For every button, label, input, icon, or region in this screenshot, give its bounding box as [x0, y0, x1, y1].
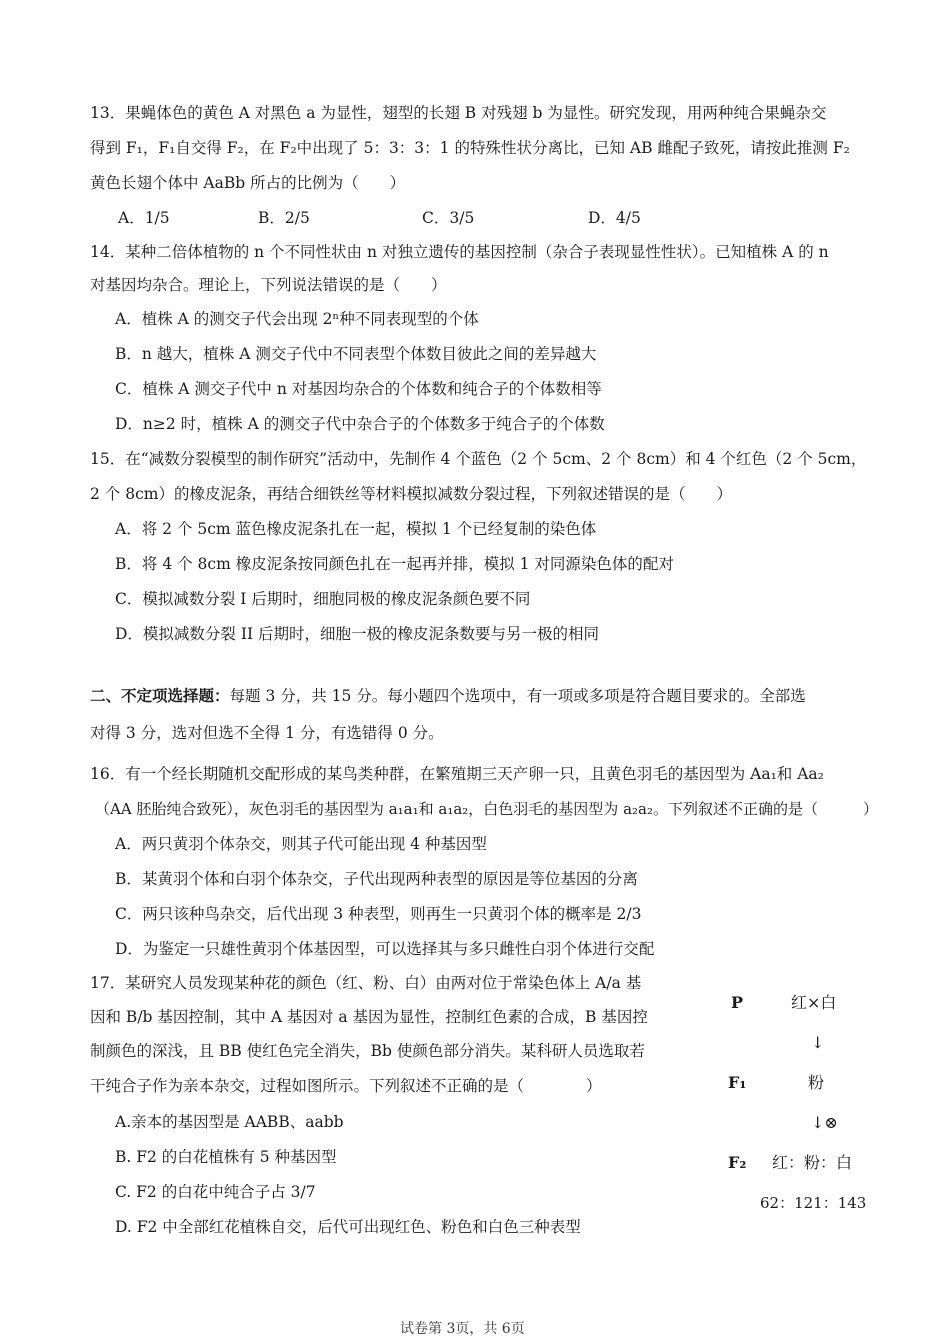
- q13-option-b: B．2/5: [258, 209, 310, 227]
- section-2-intro: [90, 686, 806, 706]
- q14-line-1: 14．某种二倍体植物的 n 个不同性状由 n 对独立遗传的基因控制（杂合子表现显性性状）。已知植株 A 的 n: [90, 243, 829, 261]
- q13-option-a: A．1/5: [118, 209, 170, 227]
- q13-line-2: 得到 F₁，F₁自交得 F₂，在 F₂中出现了 5：3：3：1 的特殊性状分离比，已知 AB 雌配子致死，请按此推测 F₂: [90, 139, 850, 157]
- q17-option-c: C. F2 的白花中纯合子占 3/7: [115, 1183, 316, 1201]
- q14-option-b: B．n 越大，植株 A 测交子代中不同表型个体数目彼此之间的差异越大: [115, 345, 597, 363]
- q13-line-3: 黄色长翅个体中 AaBb 所占的比例为（ ）: [90, 174, 406, 192]
- q16-option-c: C．两只该种鸟杂交，后代出现 3 种表型，则再生一只黄羽个体的概率是 2/3: [115, 905, 642, 923]
- diagram-f1-label: F₁: [728, 1073, 747, 1092]
- q14-line-2: 对基因均杂合。理论上，下列说法错误的是（ ）: [90, 276, 447, 294]
- q17-line-4: 干纯合子作为亲本杂交，过程如图所示。下列叙述不正确的是（ ）: [90, 1077, 602, 1095]
- q15-line-1: 15．在“减数分裂模型的制作研究”活动中，先制作 4 个蓝色（2 个 5cm、2 个 8cm）和 4 个红色（2 个 5cm，: [90, 450, 867, 468]
- q14-option-d: D．n≥2 时，植株 A 的测交子代中杂合子的个体数多于纯合子的个体数: [115, 415, 605, 433]
- q13-option-d: D．4/5: [588, 209, 641, 227]
- section-2-rules-line-2: 对得 3 分，选对但选不全得 1 分，有选错得 0 分。: [90, 724, 444, 742]
- q17-option-a: A.亲本的基因型是 AABB、aabb: [115, 1113, 344, 1131]
- q16-line-1: 16．有一个经长期随机交配形成的某鸟类种群，在繁殖期三天产卵一只，且黄色羽毛的基因型为 Aa₁和 Aa₂: [90, 765, 824, 783]
- q17-line-2: 因和 B/b 基因控制，其中 A 基因对 a 基因为显性，控制红色素的合成，B 基因控: [90, 1008, 648, 1026]
- q15-option-c: C．模拟减数分裂 I 后期时，细胞同极的橡皮泥条颜色要不同: [115, 590, 531, 608]
- diagram-f2-ratio: 62：121：143: [760, 1194, 867, 1212]
- q15-option-a: A．将 2 个 5cm 蓝色橡皮泥条扎在一起，模拟 1 个已经复制的染色体: [115, 520, 597, 538]
- q16-line-2: （AA 胚胎纯合致死），灰色羽毛的基因型为 a₁a₁和 a₁a₂，白色羽毛的基因型为 a₂a₂。下列叙述不正确的是（ ）: [95, 800, 878, 818]
- page-footer: 试卷第 3页，共 6页: [400, 1321, 525, 1337]
- selfing-arrow-icon: ↓⊗: [811, 1113, 838, 1132]
- q14-option-c: C．植株 A 测交子代中 n 对基因均杂合的个体数和纯合子的个体数相等: [115, 380, 602, 398]
- q17-line-1: 17．某研究人员发现某种花的颜色（红、粉、白）由两对位于常染色体上 A/a 基: [90, 974, 642, 992]
- q17-option-d: D. F2 中全部红花植株自交，后代可出现红色、粉色和白色三种表型: [115, 1218, 581, 1236]
- section-2-rules: 每题 3 分，共 15 分。每小题四个选项中，有一项或多项是符合题目要求的。全部选: [229, 687, 806, 705]
- diagram-f2-value: 红：粉：白: [772, 1153, 853, 1172]
- q13-option-c: C．3/5: [422, 209, 475, 227]
- q17-line-3: 制颜色的深浅，且 BB 使红色完全消失，Bb 使颜色部分消失。某科研人员选取若: [90, 1042, 645, 1060]
- diagram-p-label: P: [731, 993, 744, 1012]
- q13-line-1: 13．果蝇体色的黄色 A 对黑色 a 为显性，翅型的长翅 B 对残翅 b 为显性。研究发现，用两种纯合果蝇杂交: [90, 104, 827, 122]
- arrow-down-icon: ↓: [811, 1033, 825, 1052]
- diagram-p-cross: 红×白: [791, 993, 837, 1012]
- q15-line-2: 2 个 8cm）的橡皮泥条，再结合细铁丝等材料模拟减数分裂过程，下列叙述错误的是（ ）: [90, 485, 732, 503]
- q14-option-a: A．植株 A 的测交子代会出现 2ⁿ种不同表现型的个体: [115, 310, 479, 328]
- q15-option-d: D．模拟减数分裂 II 后期时，细胞一极的橡皮泥条数要与另一极的相同: [115, 625, 600, 643]
- q16-option-b: B．某黄羽个体和白羽个体杂交，子代出现两种表型的原因是等位基因的分离: [115, 870, 638, 888]
- q17-option-b: B. F2 的白花植株有 5 种基因型: [115, 1148, 337, 1166]
- section-2-heading: 二、不定项选择题：: [90, 686, 230, 705]
- diagram-f2-label: F₂: [728, 1153, 747, 1172]
- q16-option-a: A．两只黄羽个体杂交，则其子代可能出现 4 种基因型: [115, 835, 487, 853]
- q15-option-b: B．将 4 个 8cm 橡皮泥条按同颜色扎在一起再并排，模拟 1 对同源染色体的配对: [115, 555, 674, 573]
- diagram-f1-value: 粉: [808, 1073, 825, 1092]
- q16-option-d: D．为鉴定一只雄性黄羽个体基因型，可以选择其与多只雌性白羽个体进行交配: [115, 940, 655, 958]
